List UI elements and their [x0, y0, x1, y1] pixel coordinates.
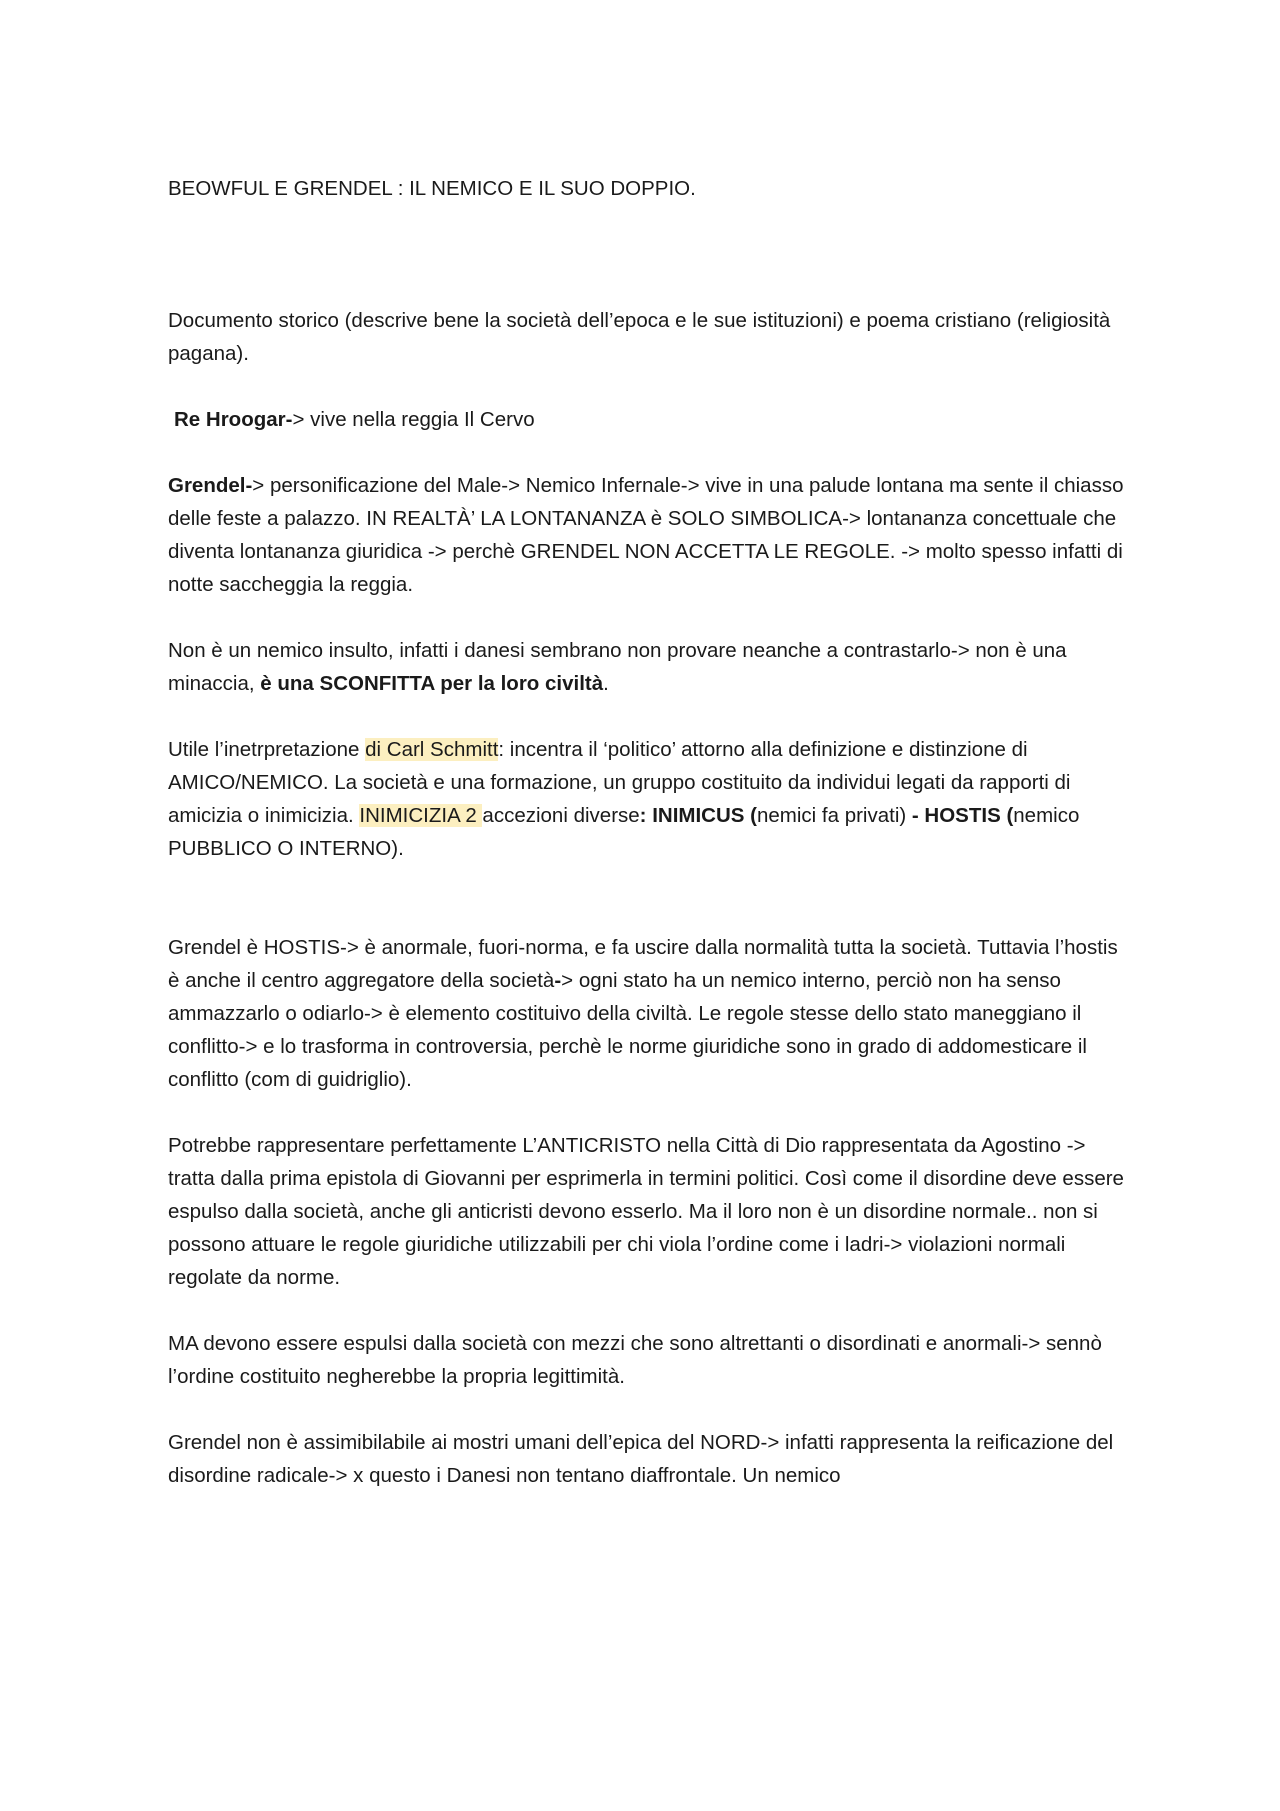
- paragraph-hostis: [168, 931, 1128, 1096]
- schmitt-text-3: accezioni diverse: [482, 804, 640, 827]
- paragraph-hroogar: [168, 403, 1128, 436]
- bold-inimicus: : INIMICUS (: [639, 804, 757, 827]
- paragraph-sconfitta-text: Non è un nemico insulto, infatti i danesi sembrano non provare neanche a contrastarlo-> non è una minaccia,: [168, 639, 1067, 695]
- hostis-text-1: Grendel è HOSTIS-> è anormale, fuori-norma, e fa uscire dalla normalità tutta la società. Tuttavia l’hostis è anche il centro aggregatore della società: [168, 936, 1118, 992]
- bold-hyphen: -: [554, 969, 562, 992]
- bold-sconfitta: è una SCONFITTA per la loro civiltà: [260, 672, 604, 695]
- paragraph-nord: Grendel non è assimibilabile ai mostri umani dell’epica del NORD-> infatti rappresenta la reificazione del disordine radicale-> x questo i Danesi non tentano diaffrontale. Un nemico: [168, 1431, 1114, 1487]
- highlight-inimicizia: INIMICIZIA 2: [359, 804, 483, 827]
- paragraph-sconfitta-end: .: [603, 672, 609, 695]
- bold-term-hroogar: Re Hroogar-: [174, 408, 293, 431]
- schmitt-text-4: nemici fa privati): [756, 804, 912, 827]
- paragraph-hroogar-text: > vive nella reggia Il Cervo: [292, 408, 535, 431]
- paragraph-schmitt: [168, 733, 1128, 865]
- hostis-text-2: > ogni stato ha un nemico interno, perciò non ha senso ammazzarlo o odiarlo-> è elemento costituivo della civiltà. Le regole stesse dello stato maneggiano il conflitto-> e lo trasforma in controversia, perchè le norme giuridiche sono in grado di addomesticare il conflitto (com di guidriglio).: [168, 969, 1087, 1091]
- paragraph-grendel-text: > personificazione del Male-> Nemico Infernale-> vive in una palude lontana ma sente il chiasso delle feste a palazzo. IN REALTÀ’ LA LONTANANZA è SOLO SIMBOLICA-> lontananza concettuale che diventa lontananza giuridica -> perchè GRENDEL NON ACCETTA LE REGOLE. -> molto spesso infatti di notte saccheggia la reggia.: [168, 474, 1124, 596]
- paragraph-espulsi: MA devono essere espulsi dalla società con mezzi che sono altrettanti o disordinati e anormali-> sennò l’ordine costituito negherebbe la propria legittimità.: [168, 1332, 1102, 1388]
- schmitt-text-2: : incentra il ‘politico’ attorno alla definizione e distinzione di AMICO/NEMICO. La società e una formazione, un gruppo costituito da individui legati da rapporti di amicizia o inimicizia.: [168, 738, 1071, 827]
- schmitt-text-1: Utile l’inetrpretazione: [168, 738, 366, 761]
- paragraph-sconfitta: [168, 634, 1128, 700]
- paragraph-intro: Documento storico (descrive bene la società dell’epoca e le sue istituzioni) e poema cristiano (religiosità pagana).: [168, 309, 1111, 365]
- paragraph-anticristo: Potrebbe rappresentare perfettamente L’ANTICRISTO nella Città di Dio rappresentata da Agostino -> tratta dalla prima epistola di Giovanni per esprimerla in termini politici. Così come il disordine deve essere espulso dalla società, anche gli anticristi devono esserlo. Ma il loro non è un disordine normale.. non si possono attuare le regole giuridiche utilizzabili per chi viola l’ordine come i ladri-> violazioni normali regolate da norme.: [168, 1134, 1124, 1289]
- bold-term-grendel: Grendel-: [168, 474, 253, 497]
- bold-hostis: - HOSTIS (: [911, 804, 1014, 827]
- document-body: [168, 172, 1128, 1492]
- highlight-carl-schmitt: di Carl Schmitt: [365, 738, 499, 761]
- schmitt-text-5: nemico PUBBLICO O INTERNO).: [168, 804, 1080, 860]
- paragraph-grendel: [168, 469, 1128, 601]
- document-title: BEOWFUL E GRENDEL : IL NEMICO E IL SUO DOPPIO.: [168, 177, 696, 200]
